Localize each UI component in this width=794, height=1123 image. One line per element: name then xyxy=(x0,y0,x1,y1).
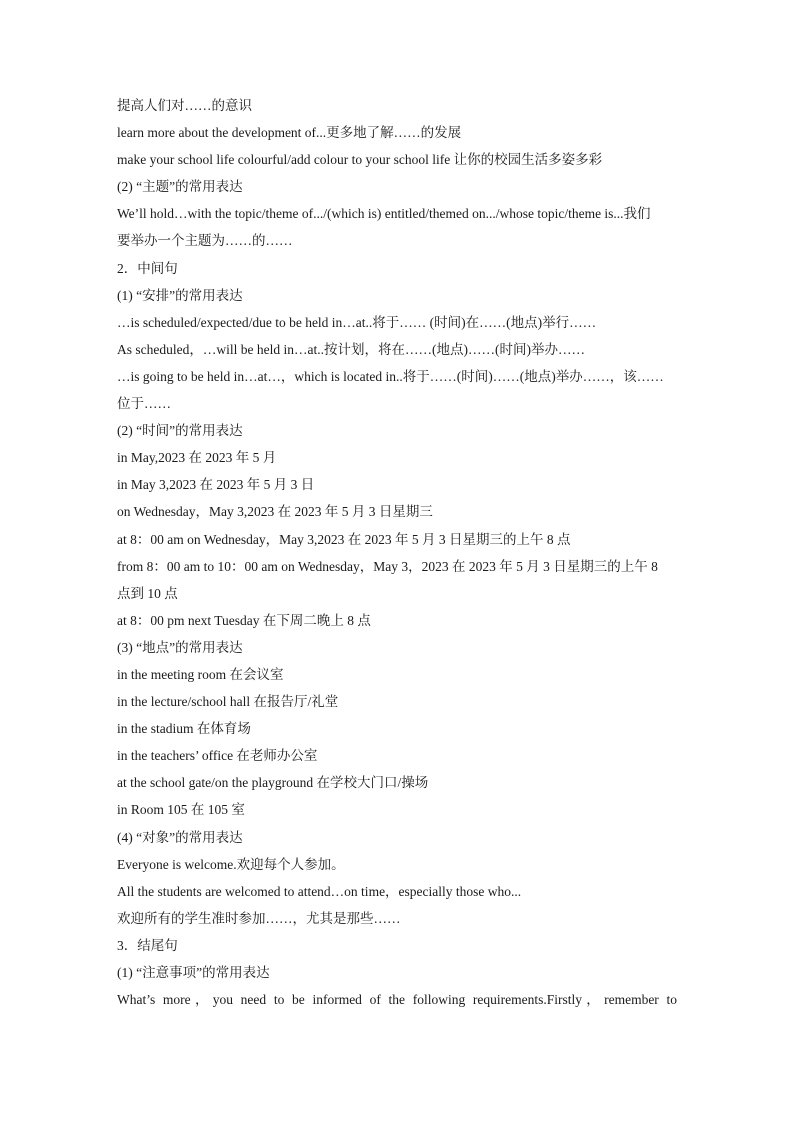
section-heading: (2) “时间”的常用表达 xyxy=(117,423,243,439)
text-line: 点到 10 点 xyxy=(117,585,178,601)
text-line: 欢迎所有的学生准时参加……，尤其是那些…… xyxy=(117,910,401,926)
text-line: …is scheduled/expected/due to be held in…at..将于…… (时间)在……(地点)举行…… xyxy=(117,314,597,330)
section-heading: (2) “主题”的常用表达 xyxy=(117,179,243,195)
document-page xyxy=(117,92,677,1013)
section-heading: 3．结尾句 xyxy=(117,937,178,953)
text-line: 提高人们对……的意识 xyxy=(117,98,252,113)
text-line: learn more about the development of...更多地了解……的发展 xyxy=(117,125,462,141)
text-line: in May 3,2023 在 2023 年 5 月 3 日 xyxy=(117,477,315,493)
text-line: from 8：00 am to 10：00 am on Wednesday，May 3，2023 在 2023 年 5 月 3 日星期三的上午 8 xyxy=(117,558,658,574)
text-line: As scheduled，…will be held in…at..按计划，将在……(地点)……(时间)举办…… xyxy=(117,341,585,357)
text-line: in the meeting room 在会议室 xyxy=(117,666,284,682)
section-heading: (4) “对象”的常用表达 xyxy=(117,829,243,845)
text-line: in the teachers’ office 在老师办公室 xyxy=(117,748,318,764)
text-line: on Wednesday，May 3,2023 在 2023 年 5 月 3 日星期三 xyxy=(117,504,433,520)
text-line: 要举办一个主题为……的…… xyxy=(117,233,293,249)
text-line: 位于…… xyxy=(117,396,171,412)
text-line: make your school life colourful/add colour to your school life 让你的校园生活多姿多彩 xyxy=(117,152,603,168)
section-heading: 2．中间句 xyxy=(117,260,178,276)
section-heading: (1) “注意事项”的常用表达 xyxy=(117,965,270,980)
section-heading: (3) “地点”的常用表达 xyxy=(117,639,243,655)
text-line: What’s more，you need to be informed of the following requirements.Firstly，remember to xyxy=(117,992,677,1008)
text-line: All the students are welcomed to attend…on time，especially those who... xyxy=(117,883,522,899)
text-line: at 8：00 am on Wednesday，May 3,2023 在 2023 年 5 月 3 日星期三的上午 8 点 xyxy=(117,531,571,547)
text-line: at the school gate/on the playground 在学校大门口/操场 xyxy=(117,775,429,791)
text-line: in May,2023 在 2023 年 5 月 xyxy=(117,450,277,466)
text-line: …is going to be held in…at…，which is located in..将于……(时间)……(地点)举办……，该…… xyxy=(117,368,664,384)
text-line: at 8：00 pm next Tuesday 在下周二晚上 8 点 xyxy=(117,612,371,628)
section-heading: (1) “安排”的常用表达 xyxy=(117,287,243,303)
text-line: in Room 105 在 105 室 xyxy=(117,802,245,818)
text-line: We’ll hold…with the topic/theme of.../(which is) entitled/themed on.../whose topic/theme is...我们 xyxy=(117,206,651,222)
text-line: Everyone is welcome.欢迎每个人参加。 xyxy=(117,856,345,872)
text-line: in the stadium 在体育场 xyxy=(117,721,251,737)
text-line: in the lecture/school hall 在报告厅/礼堂 xyxy=(117,694,339,710)
